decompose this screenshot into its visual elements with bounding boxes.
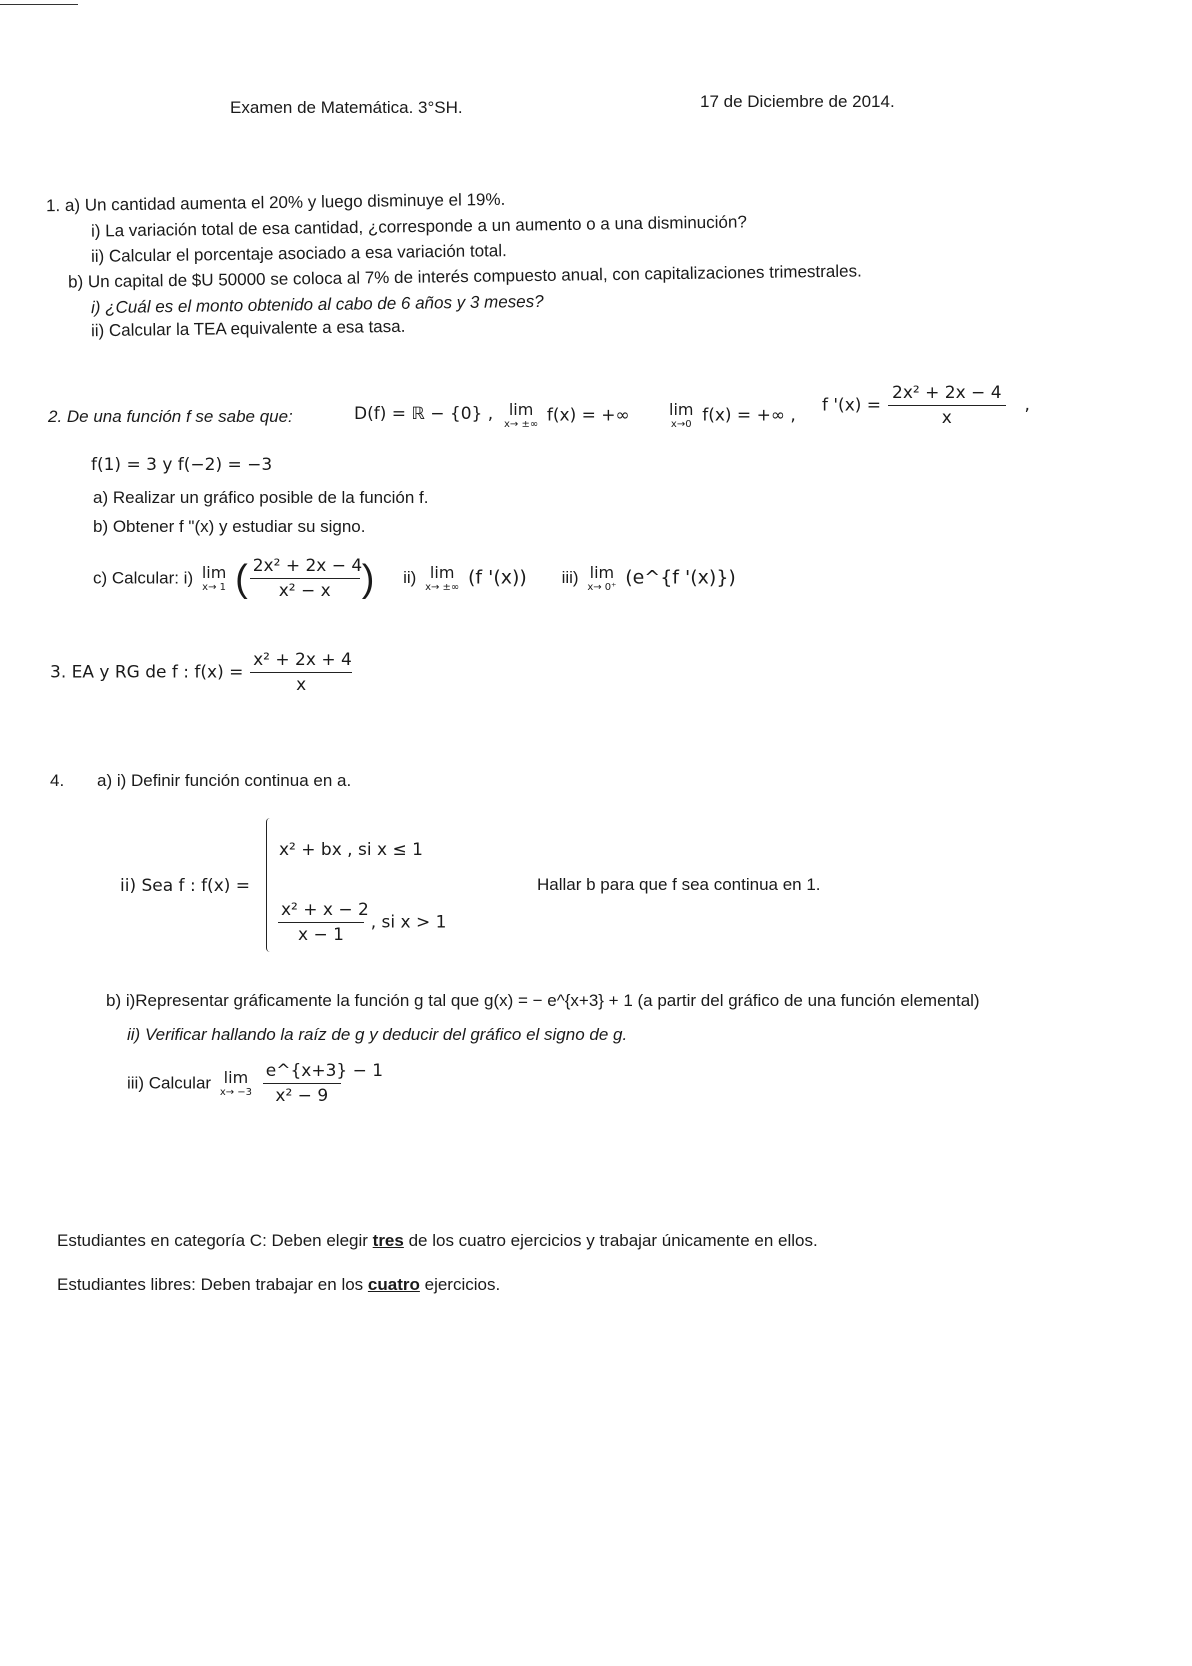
q3-num: x² + 2x + 4 bbox=[253, 650, 352, 670]
q2-c: c) Calcular: i) lim x→ 1 ( $\frac{\text{2x² + 2x − 4}}{\text{x² − x}}$ ) ii) lim x→ ±∞ (f '(x)) iii) lim x→ 0⁺ (e^{f '(x)}) bbox=[93, 556, 736, 601]
q4-b-ii: ii) Verificar hallando la raíz de g y deducir del gráfico el signo de g. bbox=[127, 1025, 628, 1044]
q4-hallar: Hallar b para que f sea continua en 1. bbox=[537, 875, 821, 894]
q2-domain: D(f) = ℝ − {0} , bbox=[354, 404, 494, 424]
q4-b-iii-label: iii) Calcular bbox=[127, 1073, 212, 1093]
q3-label: 3. EA y RG de f : f(x) = bbox=[50, 662, 244, 683]
lim-sub: x→ −3 bbox=[219, 1087, 253, 1098]
q4-piece2-den: x − 1 bbox=[278, 922, 364, 944]
q2-lim1-expr: f(x) = +∞ bbox=[546, 405, 630, 426]
q4-piece1: x² + bx , si x ≤ 1 bbox=[279, 840, 423, 860]
footer-line2-bold: cuatro bbox=[367, 1275, 420, 1294]
q3-den: x bbox=[250, 672, 352, 694]
q4-a-i: a) i) Definir función continua en a. bbox=[97, 771, 352, 790]
footer-line1-pre: Estudiantes en categoría C: Deben elegir bbox=[57, 1231, 368, 1250]
q1-a: 1. a) Un cantidad aumenta el 20% y luego disminuye el 19%. bbox=[45, 189, 506, 216]
q2-deriv-num: 2x² + 2x − 4 bbox=[892, 383, 1002, 403]
q2-lim1 bbox=[500, 402, 630, 430]
footer-line2 bbox=[57, 1276, 500, 1293]
lim-sub: x→ 0⁺ bbox=[587, 582, 617, 593]
q2-lim2 bbox=[665, 402, 796, 430]
q2-c-i-num: 2x² + 2x − 4 bbox=[252, 556, 363, 576]
q4-b-iii: iii) Calcular lim x→ −3 $\frac{e\^{}\{x+3\} - 1}{\text{x² − 9}}$ bbox=[127, 1061, 384, 1106]
exam-title: Examen de Matemática. 3°SH. bbox=[230, 98, 463, 117]
q1-b-i: i) ¿Cuál es el monto obtenido al cabo de 6 años y 3 meses? bbox=[90, 291, 544, 318]
exam-date: 17 de Diciembre de 2014. bbox=[700, 92, 895, 111]
footer-line1-post: de los cuatro ejercicios y trabajar únicamente en ellos. bbox=[408, 1231, 818, 1250]
q4-piece2-num: x² + x − 2 bbox=[281, 900, 369, 920]
footer-line2-post: ejercicios. bbox=[424, 1275, 501, 1294]
q1-a-i: i) La variación total de esa cantidad, ¿corresponde a un aumento o a una disminución? bbox=[90, 212, 747, 241]
q2-c-label: c) Calcular: i) bbox=[93, 568, 194, 588]
q4-b-i: b) i)Representar gráficamente la función g tal que g(x) = − e^{x+3} + 1 (a partir del gráfico de una función elemental) bbox=[106, 991, 980, 1010]
q2-a: a) Realizar un gráfico posible de la función f. bbox=[93, 488, 429, 507]
lim-sub: x→ 1 bbox=[202, 582, 227, 593]
q4-piece2 bbox=[276, 902, 446, 944]
q1-b-ii: ii) Calcular la TEA equivalente a esa tasa. bbox=[90, 316, 406, 341]
piecewise-brace bbox=[266, 818, 275, 952]
q2-c-iii-label: iii) bbox=[561, 568, 579, 588]
q3 bbox=[50, 652, 354, 694]
q1-a-ii: ii) Calcular el porcentaje asociado a esa variación total. bbox=[90, 241, 507, 266]
lim-sub: x→ ±∞ bbox=[425, 582, 460, 593]
q4-a-ii-label: ii) Sea f : f(x) = bbox=[120, 876, 251, 896]
q2-lim2-expr: f(x) = +∞ , bbox=[702, 405, 796, 426]
q2-c-i-den: x² − x bbox=[250, 578, 360, 600]
footer-line2-pre: Estudiantes libres: Deben trabajar en los bbox=[57, 1275, 364, 1294]
q2-c-ii-expr: (f '(x)) bbox=[468, 566, 527, 589]
q2-c-ii-label: ii) bbox=[403, 568, 417, 588]
q4-b-iii-den: x² − 9 bbox=[263, 1083, 341, 1105]
q2-c-iii-expr: (e^{f '(x)}) bbox=[625, 566, 736, 589]
q1-b: b) Un capital de $U 50000 se coloca al 7% de interés compuesto anual, con capitalizaciones trimestrales. bbox=[67, 261, 862, 292]
q2-derivative: f '(x) = $\frac{\text{2x² + 2x − 4}}{x}$ , bbox=[822, 383, 1030, 428]
footer-line1 bbox=[57, 1232, 818, 1249]
q4-b-iii-num: e^{x+3} − 1 bbox=[265, 1061, 384, 1081]
q2-values: f(1) = 3 y f(−2) = −3 bbox=[91, 455, 273, 475]
q2-deriv-lhs: f '(x) = bbox=[822, 395, 882, 416]
footer-line1-bold: tres bbox=[372, 1231, 404, 1250]
q4-piece2-cond: , si x > 1 bbox=[370, 912, 447, 933]
scan-top-rule bbox=[0, 4, 78, 5]
q2-b: b) Obtener f "(x) y estudiar su signo. bbox=[93, 517, 366, 536]
q2-deriv-den: x bbox=[888, 405, 1006, 427]
lim-word: lim bbox=[508, 400, 534, 419]
q2-intro: 2. De una función f se sabe que: bbox=[48, 407, 293, 426]
lim-sub: x→ ±∞ bbox=[504, 419, 539, 430]
lim-sub: x→0 bbox=[670, 419, 692, 430]
lim-word: lim bbox=[669, 400, 694, 419]
